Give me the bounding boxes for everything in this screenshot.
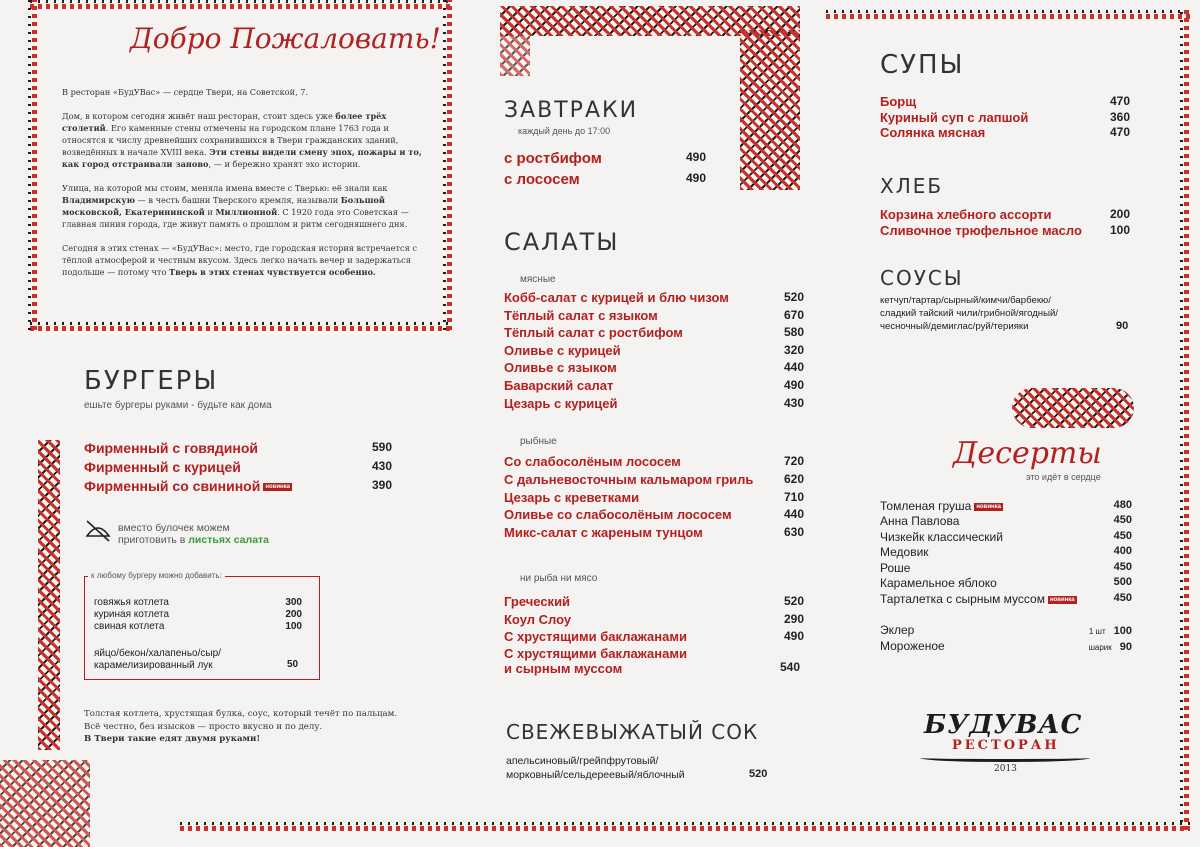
logo-sub: РЕСТОРАН <box>952 738 1060 753</box>
list-item: Анна Павлова 450 <box>880 514 1132 528</box>
new-badge: новинка <box>1049 596 1075 603</box>
burgers-footer: Толстая котлета, хрустящая булка, соус, который течёт по пальцам. Всё честно, без изысков — просто вкусно и по делу. В Твери такие едят двумя руками! <box>84 709 398 744</box>
list-item: Тарталетка с сырным муссом новинка 450 <box>880 592 1132 606</box>
list-item: с ростбифом 490 <box>504 150 706 167</box>
list-item: Роше 450 <box>880 561 1132 575</box>
salads-last-price: 540 <box>780 660 801 674</box>
list-item: Чизкейк классический 450 <box>880 530 1132 544</box>
burgers-subtitle: ешьте бургеры руками - будьте как дома <box>84 400 272 411</box>
bread-title: ХЛЕБ <box>880 174 944 198</box>
list-item: Оливье со слабосолёным лососем 440 <box>504 507 804 522</box>
new-badge: новинка <box>976 503 1001 510</box>
welcome-border-top <box>30 0 450 9</box>
list-item: Корзина хлебного ассорти 200 <box>880 207 1130 222</box>
list-item: Томленая груша новинка 480 <box>880 499 1132 513</box>
list-item: свиная котлета 100 <box>94 621 302 632</box>
logo-name: БУДУВАС <box>924 710 1083 740</box>
list-item: Карамельное яблоко 500 <box>880 576 1132 590</box>
list-item: Куриный суп с лапшой 360 <box>880 110 1130 125</box>
addons-title: к любому бургеру можно добавить: <box>88 571 225 580</box>
list-item: Солянка мясная 470 <box>880 125 1130 140</box>
bottom-border <box>180 822 1190 831</box>
list-item: Оливье с курицей 320 <box>504 343 804 358</box>
list-item: Коул Слоу 290 <box>504 612 804 627</box>
list-item: С хрустящими баклажанами 490 <box>504 629 804 644</box>
soups-title: СУПЫ <box>880 50 965 80</box>
list-item: Микс-салат с жареным тунцом 630 <box>504 525 804 540</box>
list-item: Цезарь с креветками 710 <box>504 490 804 505</box>
salads-last-item: С хрустящими баклажанами и сырным муссом <box>504 646 687 676</box>
desserts-title: Десерты <box>953 436 1102 471</box>
list-item: Оливье с языком 440 <box>504 360 804 375</box>
list-item: Сливочное трюфельное масло 100 <box>880 223 1130 238</box>
sauces-price: 90 <box>1116 320 1129 332</box>
list-item: Фирменный с курицей 430 <box>84 459 392 475</box>
welcome-border-right <box>443 0 452 330</box>
list-item: Медовик 400 <box>880 545 1132 559</box>
juice-text: апельсиновый/грейпфрутовый/ морковный/сельдереевый/яблочный <box>506 755 685 781</box>
list-item: Борщ 470 <box>880 94 1130 109</box>
sauces-title: СОУСЫ <box>880 266 964 290</box>
list-item: Эклер 1 шт 100 <box>880 623 1132 637</box>
logo-year: 2013 <box>994 764 1017 774</box>
bun-note: вместо булочек можем приготовить в листьях салата <box>118 522 270 546</box>
top-embroidery-vine <box>500 36 530 76</box>
dessert-ornament <box>1012 388 1134 428</box>
welcome-p2: Дом, в котором сегодня живёт наш ресторан, стоит здесь уже более трёх столетий. Его каменные стены отмечены на городском плане 1763 года и относятся к числу древнейших сохранившихся в Твери гражданских зданий, возведённых в начале XVIII века. Эти стены видели смену эпох, пожары и то, как город отстраивали заново, — и бережно хранят эхо истории. <box>62 111 422 169</box>
list-item: Цезарь с курицей 430 <box>504 396 804 411</box>
list-item: С дальневосточным кальмаром гриль 620 <box>504 472 804 487</box>
right-border-right <box>1180 10 1189 830</box>
desserts-subtitle: это идёт в сердце <box>1026 472 1101 482</box>
top-embroidery-corner <box>740 30 800 190</box>
list-item: куриная котлета 200 <box>94 609 302 620</box>
list-item: говяжья котлета 300 <box>94 597 302 608</box>
breakfast-title: ЗАВТРАКИ <box>504 98 639 123</box>
sauces-text: кетчуп/тартар/сырный/кимчи/барбекю/ сладкий тайский чили/грибной/ягодный/ чесночный/демиглас/руй/терияки <box>880 295 1059 332</box>
list-item: Фирменный со свининой новинка 390 <box>84 478 392 494</box>
addons-extra: яйцо/бекон/халапеньо/сыр/ карамелизированный лук <box>94 648 221 671</box>
list-item: Со слабосолёным лососем 720 <box>504 454 804 469</box>
list-item: Кобб-салат с курицей и блю чизом 520 <box>504 290 804 305</box>
burgers-title: БУРГЕРЫ <box>84 366 219 396</box>
list-item: Баварский салат 490 <box>504 378 804 393</box>
salads-fish-label: рыбные <box>520 436 557 447</box>
list-item: Мороженое шарик 90 <box>880 639 1132 653</box>
restaurant-logo <box>920 710 1090 780</box>
welcome-border-bottom <box>30 322 450 331</box>
salads-meat-label: мясные <box>520 274 556 285</box>
list-item: Тёплый салат с ростбифом 580 <box>504 325 804 340</box>
welcome-p1: В ресторан «БудУВас» — сердце Твери, на Советской, 7. <box>62 87 309 97</box>
list-item: Фирменный с говядиной 590 <box>84 440 392 456</box>
welcome-p3: Улица, на которой мы стоим, меняла имена вместе с Тверью: её знали как Владимирскую — в честь башни Тверского кремля, называли Большой московской, Екатерининской и Миллионной. С 1920 года это Советская — главная линия города, где живут память о прошлом и ритм сегодняшнего дня. <box>62 183 409 229</box>
burgers-side-ornament <box>38 440 60 750</box>
addons-extra-price: 50 <box>287 659 299 670</box>
juice-price: 520 <box>749 768 768 780</box>
new-badge: новинка <box>265 484 290 491</box>
no-bun-icon <box>84 518 112 544</box>
list-item: Греческий 520 <box>504 594 804 609</box>
welcome-p4: Сегодня в этих стенах — «БудУВас»: место, где городская история встречается с тёплой атмосферой и честным вкусом. Здесь легко начать вечер и задержаться подольше — потому что Тверь в этих стенах чувствуется особенно. <box>62 243 417 277</box>
salads-other-label: ни рыба ни мясо <box>520 573 598 584</box>
juice-title: СВЕЖЕВЫЖАТЫЙ СОК <box>506 720 759 744</box>
salads-title: САЛАТЫ <box>504 228 620 256</box>
welcome-title: Добро Пожаловать! <box>130 22 441 55</box>
list-item: с лососем 490 <box>504 171 706 188</box>
logo-swirl <box>920 754 1090 762</box>
list-item: Тёплый салат с языком 670 <box>504 308 804 323</box>
breakfast-subtitle: каждый день до 17:00 <box>518 126 611 136</box>
corner-ornament-bottom-left <box>0 760 90 847</box>
right-border-top <box>826 10 1190 19</box>
welcome-text <box>62 86 434 278</box>
welcome-border-left <box>28 0 37 330</box>
